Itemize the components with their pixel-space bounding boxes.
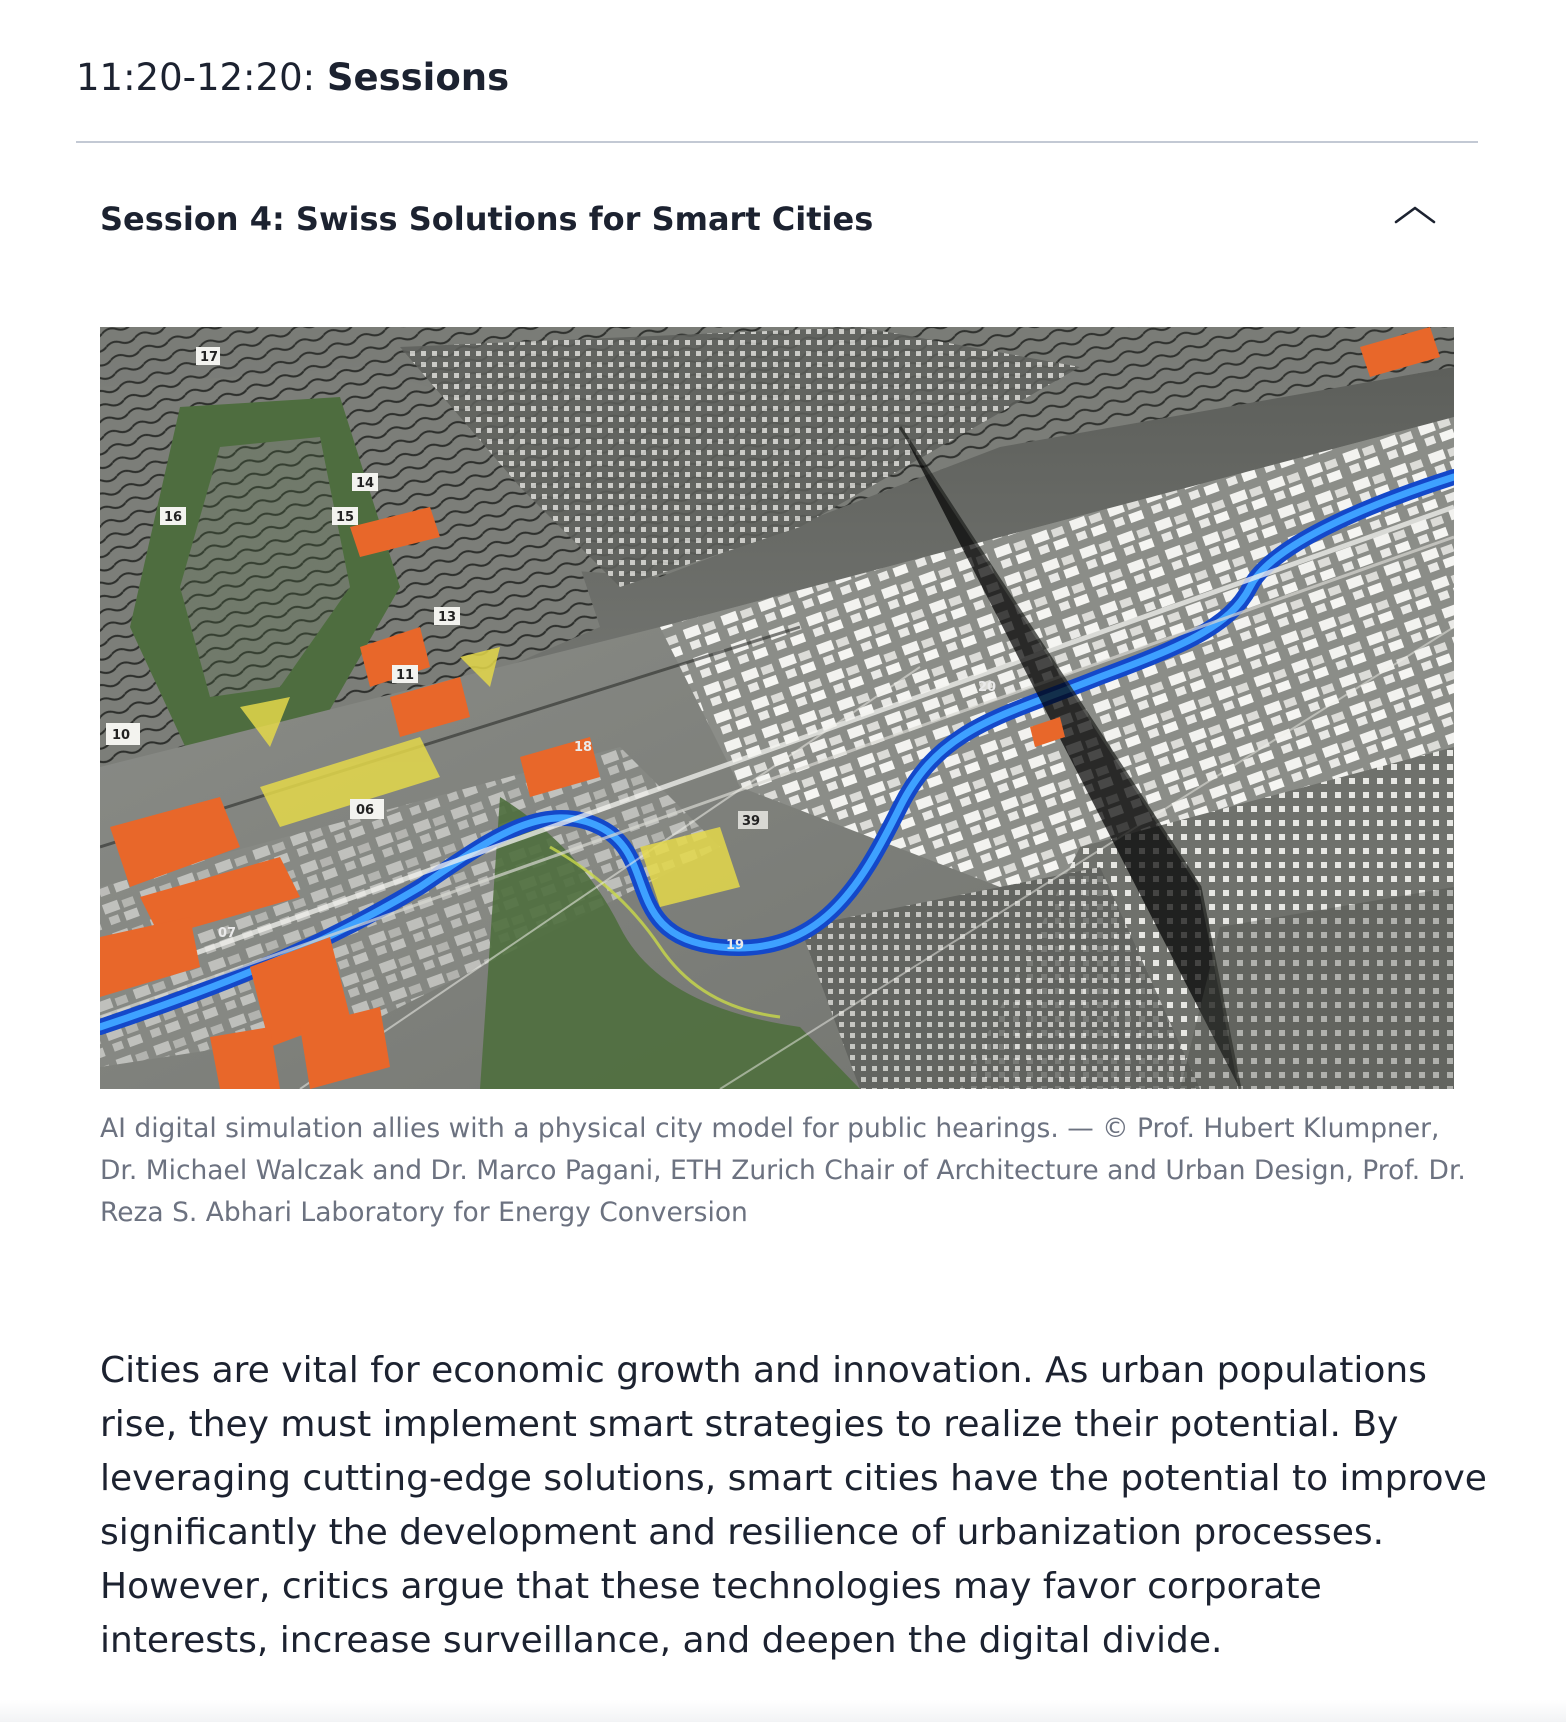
model-label: 11	[396, 668, 415, 683]
image-caption: AI digital simulation allies with a physical city model for public hearings. — © Prof. Hubert Klumpner, Dr. Michael Walczak and Dr. Marco Pagani, ETH Zurich Chair of Architecture and Urban Design, Prof. Dr. Reza S. Abhari Laboratory for Energy Conversion	[100, 1113, 1466, 1228]
model-label: 14	[356, 476, 375, 491]
accordion-title: Session 4: Swiss Solutions for Smart Cities	[100, 200, 874, 238]
model-label: 13	[438, 610, 457, 625]
model-label: 18	[574, 740, 593, 755]
session-time: 11:20-12:20:	[76, 56, 316, 99]
model-label: 17	[200, 350, 219, 365]
model-label: 07	[218, 926, 237, 941]
model-label: 16	[164, 510, 183, 525]
section-divider	[76, 141, 1478, 143]
model-label: 15	[336, 510, 355, 525]
session-description: Cities are vital for economic growth and innovation. As urban populations rise, they must implement smart strategies to realize their potential. By leveraging cutting-edge solutions, smart cities have the potential to improve significantly the development and resilience of urbanization processes. However, critics argue that these technologies may favor corporate interests, increase surveillance, and deepen the digital divide.	[100, 1350, 1487, 1661]
session-label: Sessions	[326, 56, 510, 99]
model-label: 10	[112, 728, 131, 743]
city-model-illustration	[100, 327, 1454, 1089]
model-label: 39	[742, 814, 761, 829]
section-heading	[76, 52, 509, 104]
model-label: 06	[356, 803, 375, 818]
model-label: 20	[978, 680, 997, 695]
chevron-up-icon[interactable]	[1392, 200, 1438, 230]
session-4-accordion-toggle[interactable]	[76, 170, 1478, 270]
page-bottom-edge	[0, 1700, 1566, 1722]
model-label: 19	[726, 938, 745, 953]
city-model-image	[100, 327, 1454, 1089]
